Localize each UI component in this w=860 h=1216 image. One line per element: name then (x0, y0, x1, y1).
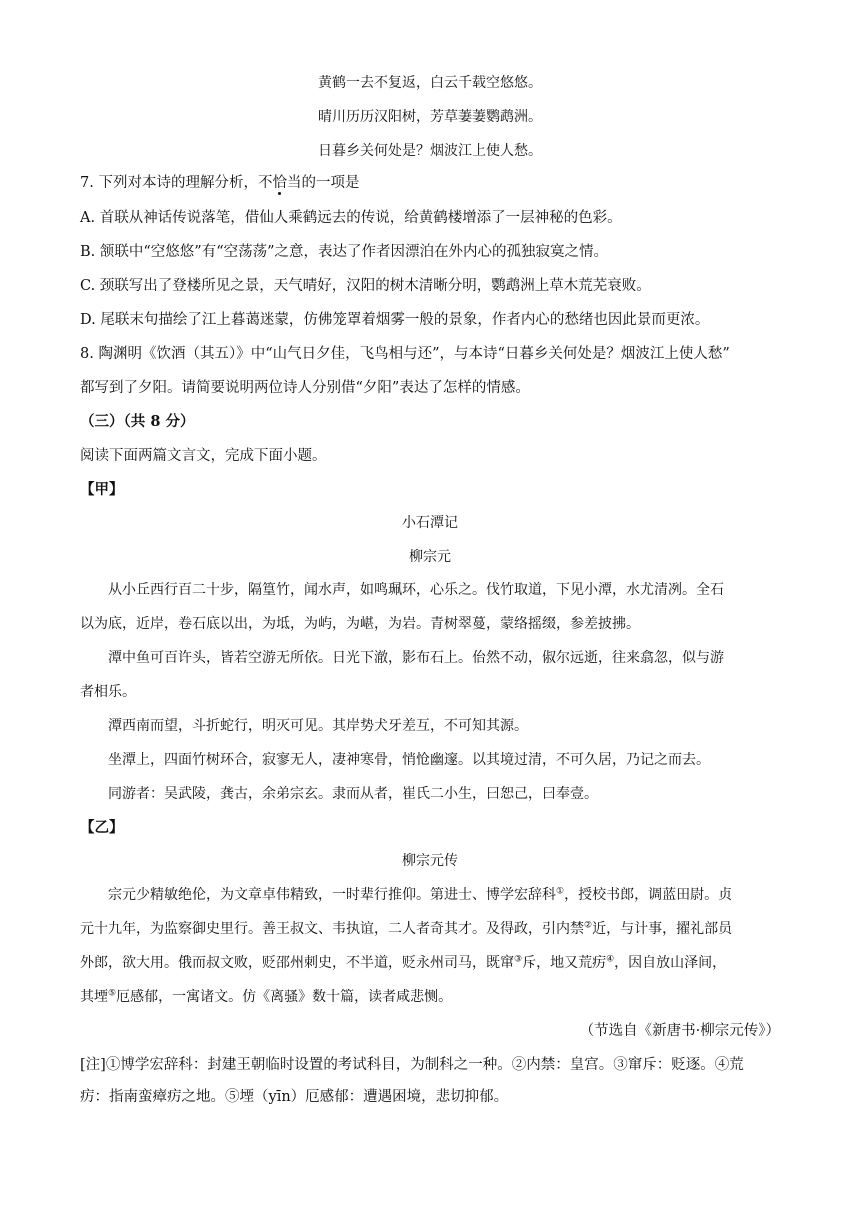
passage-yi-source: （节选自《新唐书·柳宗元传》） (579, 1023, 780, 1039)
yi-line-2-text-b: 近，与计事，擢礼部员 (592, 921, 733, 937)
poem-line-2: 晴川历历汉阳树，芳草萋萋鹦鹉洲。 (318, 109, 542, 125)
yi-line-3 (80, 952, 780, 974)
yi-line-1-text-b: ，授校书郎，调蓝田尉。贞 (564, 887, 733, 903)
section-heading-post: 分） (160, 413, 195, 430)
jia-p1-line-2: 以为底，近岸，卷石底以出，为坻，为屿，为嵁，为岩。青树翠蔓，蒙络摇缀，参差披拂。 (80, 616, 640, 632)
q7-option-d: D. 尾联末句描绘了江上暮蔼迷蒙，仿佛笼罩着烟雾一般的景象，作者内心的愁绪也因此景而更浓。 (80, 312, 710, 328)
q7-stem-pre: 7. 下列对本诗的理解分析， (80, 175, 258, 191)
annotation-line-1: [注]①博学宏辞科：封建王朝临时设置的考试科目，为制科之一种。②内禁：皇宫。③窜斥：贬逐。④荒 (80, 1057, 744, 1073)
section-3-heading (80, 411, 780, 433)
q7-emphasis: 不恰当 (257, 175, 302, 191)
yi-line-3-text-a: 外郎，欲大用。俄而叔文败，贬邵州刺史，不半道，贬永州司马，既窜 (80, 955, 514, 971)
passage-yi-title: 柳宗元传 (402, 853, 458, 869)
passage-jia-author: 柳宗元 (409, 549, 451, 565)
footnote-marker-4: ④ (606, 954, 615, 965)
section-3-instruction: 阅读下面两篇文言文，完成下面小题。 (80, 448, 327, 464)
jia-p4: 坐潭上，四面竹树环合，寂寥无人，凄神寒骨，悄怆幽邃。以其境过清，不可久居，乃记之而去。 (108, 752, 710, 768)
yi-line-1 (108, 884, 780, 906)
yi-line-4-text-b: 厄感郁，一寓诸文。仿《离骚》数十篇，读者咸悲恻。 (116, 989, 453, 1005)
yi-line-2 (80, 918, 780, 940)
jia-p1-line-1: 从小丘西行百二十步，隔篁竹，闻水声，如鸣珮环，心乐之。伐竹取道，下见小潭，水尤清冽。全石 (108, 582, 724, 598)
q7-option-a: A. 首联从神话传说落笔，借仙人乘鹤远去的传说，给黄鹤楼增添了一层神秘的色彩。 (80, 210, 622, 226)
annotation-line-2: 疠：指南蛮瘴疠之地。⑤堙（yīn）厄感郁：遭遇困境，悲切抑郁。 (80, 1089, 509, 1105)
yi-line-2-text-a: 元十九年，为监察御史里行。善王叔文、韦执谊，二人者奇其才。及得政，引内禁 (80, 921, 584, 937)
section-heading-points: 8 (150, 413, 161, 430)
jia-p5: 同游者：吴武陵，龚古，余弟宗玄。隶而从者，崔氏二小生，曰恕己，曰奉壹。 (108, 786, 598, 802)
footnote-marker-1: ① (556, 886, 565, 897)
question-7-stem (80, 172, 780, 194)
question-8-line-1: 8. 陶渊明《饮酒（其五）》中“山气日夕佳，飞鸟相与还”，与本诗“日暮乡关何处是？烟波江上使人愁” (80, 346, 730, 362)
passage-yi-label: 【乙】 (80, 819, 124, 836)
yi-line-4-text-a: 其堙 (80, 989, 108, 1005)
footnote-marker-5: ⑤ (108, 988, 117, 999)
q7-option-b: B. 颔联中“空悠悠”有“空荡荡”之意，表达了作者因漂泊在外内心的孤独寂寞之情。 (80, 244, 609, 260)
passage-jia-label: 【甲】 (80, 481, 124, 498)
yi-line-1-text-a: 宗元少精敏绝伦，为文章卓伟精致，一时辈行推仰。第进士、博学宏辞科 (108, 887, 556, 903)
passage-jia-title: 小石潭记 (402, 515, 458, 531)
q7-option-c: C. 颈联写出了登楼所见之景，天气晴好，汉阳的树木清晰分明，鹦鹉洲上草木荒芜衰败。 (80, 278, 651, 294)
poem-line-1: 黄鹤一去不复返，白云千载空悠悠。 (318, 75, 542, 91)
section-heading-pre: （三）（共 (80, 413, 151, 430)
footnote-marker-3: ③ (514, 954, 523, 965)
poem-line-3: 日暮乡关何处是？烟波江上使人愁。 (318, 143, 542, 159)
q7-stem-post: 的一项是 (301, 175, 360, 191)
question-8-line-2: 都写到了夕阳。请简要说明两位诗人分别借“夕阳”表达了怎样的情感。 (80, 380, 530, 396)
jia-p3: 潭西南而望，斗折蛇行，明灭可见。其岸势犬牙差互，不可知其源。 (108, 718, 528, 734)
jia-p2-line-1: 潭中鱼可百许头，皆若空游无所依。日光下澈，影布石上。佁然不动，俶尔远逝，往来翕忽，似与游 (108, 650, 724, 666)
yi-line-4 (80, 986, 780, 1008)
yi-line-3-text-c: ，因自放山泽间， (614, 955, 727, 971)
jia-p2-line-2: 者相乐。 (80, 684, 136, 700)
footnote-marker-2: ② (584, 920, 593, 931)
yi-line-3-text-b: 斥，地又荒疠 (522, 955, 607, 971)
